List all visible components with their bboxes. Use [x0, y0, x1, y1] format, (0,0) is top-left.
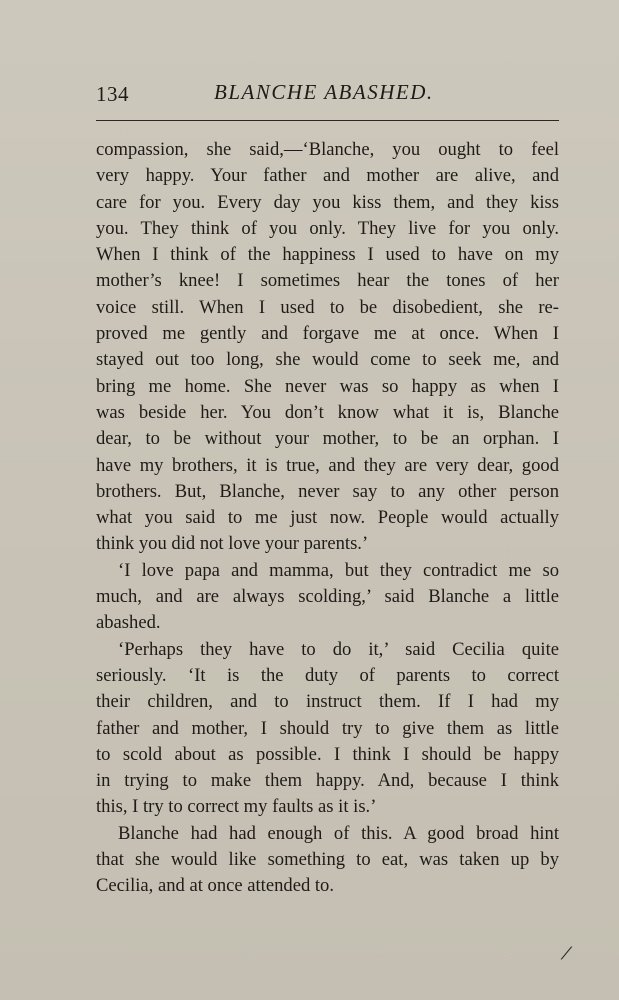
text-line: ‘Perhaps they have to do it,’ said Cecilia quite [118, 638, 559, 660]
text-line: compassion, she said,—‘Blanche, you ought to feel [96, 139, 559, 160]
running-head: BLANCHE ABASHED. [214, 80, 434, 104]
text-line: Blanche had had enough of this. A good broad hint [118, 822, 559, 844]
text-line: in trying to make them happy. And, because I think [96, 770, 559, 792]
text-line: care for you. Every day you kiss them, and they kiss [96, 191, 559, 213]
text-line: have my brothers, it is true, and they are very dear, good [96, 454, 559, 476]
text-line: what you said to me just now. People would actually [96, 507, 559, 529]
text-line: abashed. [96, 612, 161, 634]
text-line: brothers. But, Blanche, never say to any other person [96, 480, 559, 502]
text-line: Cecilia, and at once attended to. [96, 875, 335, 897]
text-line: voice still. When I used to be disobedient, she re- [96, 296, 559, 318]
text-line: was beside her. You don’t know what it is, Blanche [96, 401, 559, 423]
text-line: dear, to be without your mother, to be an orphan. I [96, 428, 559, 450]
text-line: father and mother, I should try to give them as little [96, 717, 559, 739]
page-number: 134 [96, 82, 129, 106]
text-line: seriously. ‘It is the duty of parents to correct [96, 664, 559, 686]
text-line: When I think of the happiness I used to have on my [96, 244, 559, 266]
text-line: think you did not love your parents.’ [96, 533, 369, 555]
text-line: that she would like something to eat, was taken up by [96, 849, 559, 871]
text-line: much, and are always scolding,’ said Blanche a little [96, 586, 559, 608]
text-line: their children, and to instruct them. If I had my [96, 691, 559, 713]
text-line: stayed out too long, she would come to seek me, and [96, 349, 559, 371]
header-rule [96, 120, 559, 121]
text-line: proved me gently and forgave me at once. When I [96, 323, 559, 345]
page-header [96, 80, 559, 110]
text-line: mother’s knee! I sometimes hear the tones of her [96, 270, 559, 292]
body-text [96, 137, 559, 900]
text-line: very happy. Your father and mother are alive, and [96, 165, 559, 187]
text-line: ‘I love papa and mamma, but they contradict me so [118, 559, 559, 581]
margin-pencil-mark: / [560, 939, 572, 966]
text-line: this, I try to correct my faults as it is.’ [96, 796, 377, 818]
text-line: bring me home. She never was so happy as when I [96, 375, 559, 397]
text-line: to scold about as possible. I think I should be happy [96, 743, 559, 765]
text-line: you. They think of you only. They live for you only. [96, 217, 559, 239]
